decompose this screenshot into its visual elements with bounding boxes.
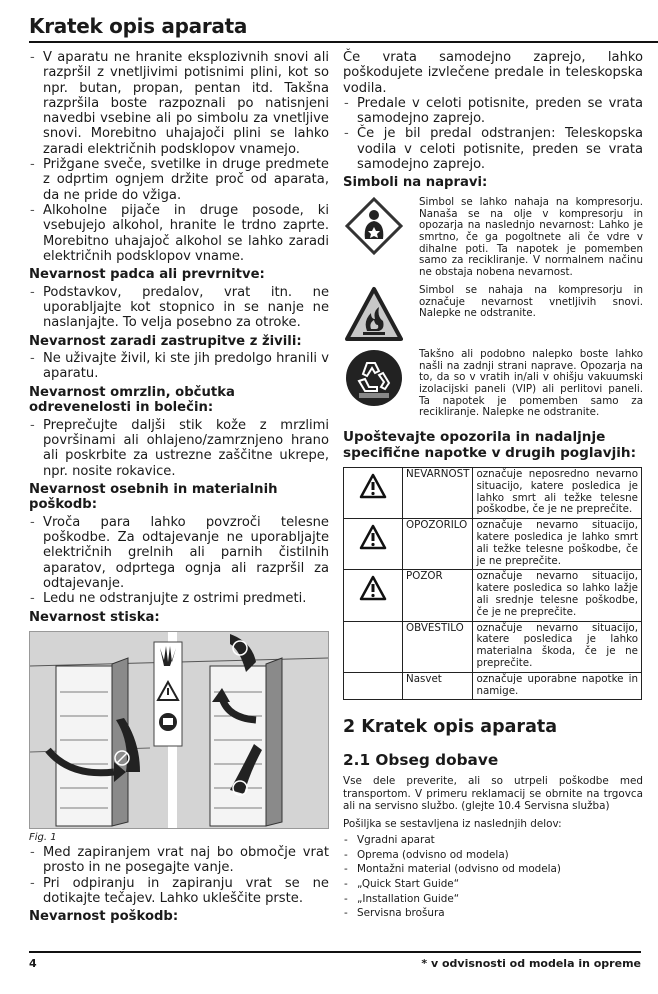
warning-triangle-icon [359,575,387,605]
list-item: - Med zapiranjem vrat naj bo območje vrat prosto in ne posegajte vanje. [29,845,329,876]
list-item: - Vgradni aparat [343,833,643,848]
list-item: - Alkoholne pijače in druge posode, ki vsebujejo alkohol, hranite le trdno zaprte. Morebitno uhajajoč alkohol se lahko zaradi električnih podsklopov vname. [29,203,329,264]
section-heading: Nevarnost padca ali prevrnitve: [29,267,265,283]
list-item: - Podstavkov, predalov, vrat itn. ne uporabljajte kot stopnico in se nanje ne naslanjajte. To velja posebno za otroke. [29,285,329,331]
list-item: - „Quick Start Guide“ [343,877,643,892]
signal-description: označuje nevarno situacijo, katere posledica je lahko smrt ali težke telesne poškodbe, če je ne preprečite. [473,519,642,570]
figure-pinch-hazard [29,631,329,829]
signal-description: označuje nevarno situacijo, katere posledica so lahko lažje ali srednje telesne poškodbe, če je ne preprečite. [473,570,642,621]
list-item: - Servisna brošura [343,906,643,921]
list-item: - Montažni material (odvisno od modela) [343,862,643,877]
list-item: - Oprema (odvisno od modela) [343,848,643,863]
left-column [29,50,329,927]
delivery-paragraph: Vse dele preverite, ali so utrpeli poškodbe med transportom. V primeru reklamacij se obrnite na trgovca ali na servisno službo. (glejte 10.4 Servisna služba) [343,775,643,812]
list-item: - Prižgane sveče, svetilke in druge predmete z odprtim ognjem držite proč od aparata, da ne pride do vžiga. [29,157,329,203]
figure-caption: Fig. 1 [29,832,57,844]
list-item: - „Installation Guide“ [343,892,643,907]
icon-cell [344,468,403,519]
symbol-row [343,197,643,279]
signal-word: OPOZORILO [403,519,473,570]
list-item: - Vroča para lahko povzroči telesne poškodbe. Za odtajevanje ne uporabljajte električnih grelnih ali parnih čistilnih aparatov, odprtega ognja ali razpršil za odtajevanje. [29,515,329,591]
section-heading: Nevarnost zaradi zastrupitve z živili: [29,333,302,349]
table-row [344,468,642,519]
page-number: 4 [29,957,37,970]
footer-rule [29,951,641,953]
table-row [344,621,642,672]
icon-cell [344,570,403,621]
warning-triangle-icon [359,524,387,554]
signal-description: označuje neposredno nevarno situacijo, katere posledica je lahko smrt ali težke telesne poškodbe, če je ne preprečite. [473,468,642,519]
table-row [344,570,642,621]
chapter-heading: 2 Kratek opis aparata [343,717,558,738]
health-hazard-icon [345,197,403,255]
intro-paragraph: Če vrata samodejno zaprejo, lahko poškodujete izvlečene predale in teleskopska vodila. [343,50,643,96]
symbol-row [343,349,643,419]
list-item: - Predale v celoti potisnite, preden se vrata samodejno zaprejo. [343,96,643,127]
section-heading: Nevarnost stiska: [29,609,160,625]
list-item: - V aparatu ne hranite eksplozivnih snovi ali razpršil z vnetljivimi potisnimi plini, kot so npr. butan, propan, pentan itd. Takšna razpršila boste razpoznali po natisnjeni navedbi vsebine ali po simbolu za vnetljive snovi. Morebitno uhajajoči plini se lahko zaradi električnih podsklopov vnamejo. [29,50,329,157]
recycling-icon [345,349,403,407]
icon-cell [344,621,403,672]
section-heading: Nevarnost osebnih in materialnih poškodb: [29,481,278,513]
table-row [344,672,642,700]
signal-description: označuje nevarno situacijo, katere posledica je lahko materialna škoda, če je ne preprečite. [473,621,642,672]
icon-cell [344,672,403,700]
signal-description: označuje uporabne napotke in namige. [473,672,642,700]
fridge-door-illustration [30,632,328,828]
contents-list [343,833,643,921]
page-title: Kratek opis aparata [29,14,248,38]
signal-word: OBVESTILO [403,621,473,672]
list-item: - Pri odpiranju in zapiranju vrat se ne dotikajte tečajev. Lahko ukleščite prste. [29,876,329,907]
symbol-description: Simbol se lahko nahaja na kompresorju. Nanaša se na olje v kompresorju in opozarja na naslednjo nevarnost: Lahko je smrtno, če ga pogoltnete ali če vdre v dihalne poti. Ta napotek je pomemben samo za recikliranje. V normalnem načinu ne obstaja nobena nevarnost. [419,195,643,279]
warning-triangle-icon [359,473,387,503]
section-heading: Simboli na napravi: [343,175,488,191]
signal-word: Nasvet [403,672,473,700]
signal-word: NEVARNOST [403,468,473,519]
flammable-icon [345,285,403,343]
section-heading: Nevarnost poškodb: [29,909,179,925]
symbol-description: Takšno ali podobno nalepko boste lahko našli na zadnji strani naprave. Opozarja na to, da so v vratih in/ali v ohišju vakuumski izolacijski paneli (VIP) ali perlitovi paneli. Ta napotek je pomemben samo za recikliranje. Nalepke ne odstranite. [419,347,643,419]
list-item: - Če je bil predal odstranjen: Teleskopska vodila v celoti potisnite, preden se vrata samodejno zaprejo. [343,126,643,172]
list-item: - Ne uživajte živil, ki ste jih predolgo hranili v aparatu. [29,351,329,382]
icon-cell [344,519,403,570]
signal-words-table [343,467,642,700]
section-heading: 2.1 Obseg dobave [343,751,499,770]
symbol-description: Simbol se nahaja na kompresorju in označuje nevarnost vnetljivih snovi. Nalepke ne odstranite. [419,283,643,320]
footer-note: * v odvisnosti od modela in opreme [421,957,641,970]
section-heading: Nevarnost omrzlin, občutka odrevenelosti in bolečin: [29,384,235,416]
right-column [343,50,643,921]
warnings-heading: Upoštevajte opozorila in nadaljnje specifične napotke v drugih poglavjih: [343,429,637,462]
contents-intro: Pošiljka se sestavljena iz naslednjih delov: [343,817,562,830]
symbol-row [343,285,643,343]
intro-bullet-list [29,50,329,264]
table-row [344,519,642,570]
list-item: - Preprečujte daljši stik kože z mrzlimi površinami ali ohlajeno/zamrznjeno hrano ali poskrbite za ustrezne zaščitne ukrepe, npr. nosite rokavice. [29,418,329,479]
list-item: - Ledu ne odstranjujte z ostrimi predmeti. [29,591,329,606]
signal-word: POZOR [403,570,473,621]
header-rule [29,41,658,43]
